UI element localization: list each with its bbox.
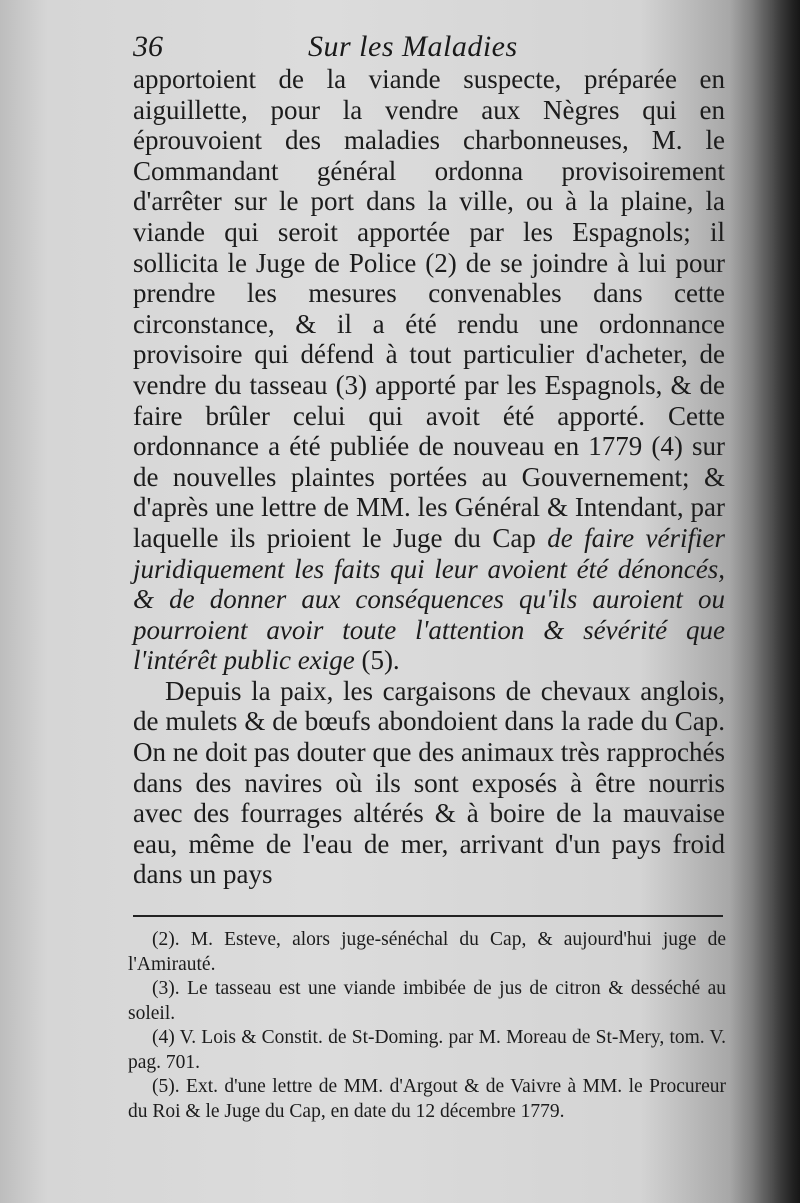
page-number: 36 bbox=[133, 30, 163, 63]
paragraph-1 bbox=[133, 64, 725, 676]
footnotes bbox=[128, 928, 726, 1124]
footnote-2: (2). M. Esteve, alors juge-sénéchal du Cap, & aujourd'hui juge de l'Amirauté. bbox=[128, 929, 726, 975]
footnote-rule bbox=[133, 915, 723, 917]
paragraph-1-italic-quote: de faire vérifier juridiquement les faits qui leur avoient été dénoncés, & de donner aux conséquences qu'ils auroient ou pourroient avoir toute l'attention & sévérité que l'intérêt public exige bbox=[133, 522, 726, 676]
page-header bbox=[133, 28, 723, 68]
paragraph-1-ending: (5). bbox=[354, 645, 400, 676]
body-text bbox=[133, 64, 725, 890]
footnote-3: (3). Le tasseau est une viande imbibée de jus de citron & desséché au soleil. bbox=[128, 978, 726, 1024]
footnote-4: (4) V. Lois & Constit. de St-Doming. par M. Moreau de St-Mery, tom. V. pag. 701. bbox=[128, 1027, 726, 1073]
paragraph-2: Depuis la paix, les cargaisons de chevaux anglois, de mulets & de bœufs abondoient dans la rade du Cap. On ne doit pas douter que des animaux très rapprochés dans des navires où ils sont exposés à être nourris avec des fourrages altérés & à boire de la mauvaise eau, même de l'eau de mer, arrivant d'un pays froid dans un pays bbox=[133, 675, 725, 890]
running-title: Sur les Maladies bbox=[308, 30, 518, 63]
footnote-5: (5). Ext. d'une lettre de MM. d'Argout & de Vaivre à MM. le Procureur du Roi & le Juge du Cap, en date du 12 décembre 1779. bbox=[128, 1076, 726, 1122]
page-edge-shadow bbox=[730, 0, 800, 1203]
paragraph-1-text: apportoient de la viande suspecte, préparée en aiguillette, pour la vendre aux Nègres qui en éprouvoient des maladies charbonneuses, M. le Commandant général ordonna provisoirement d'arrêter sur le port dans la ville, ou à la plaine, la viande qui seroit apportée par les Espagnols; il sollicita le Juge de Police (2) de se joindre à lui pour prendre les mesures convenables dans cette circonstance, & il a été rendu une ordonnance provisoire qui défend à tout particulier d'acheter, de vendre du tasseau (3) apporté par les Espagnols, & de faire brûler celui qui avoit été apporté. Cette ordonnance a été publiée de nouveau en 1779 (4) sur de nouvelles plaintes portées au Gouvernement; & d'après une lettre de MM. les Général & Intendant, par laquelle ils prioient le Juge du Cap bbox=[133, 64, 725, 553]
